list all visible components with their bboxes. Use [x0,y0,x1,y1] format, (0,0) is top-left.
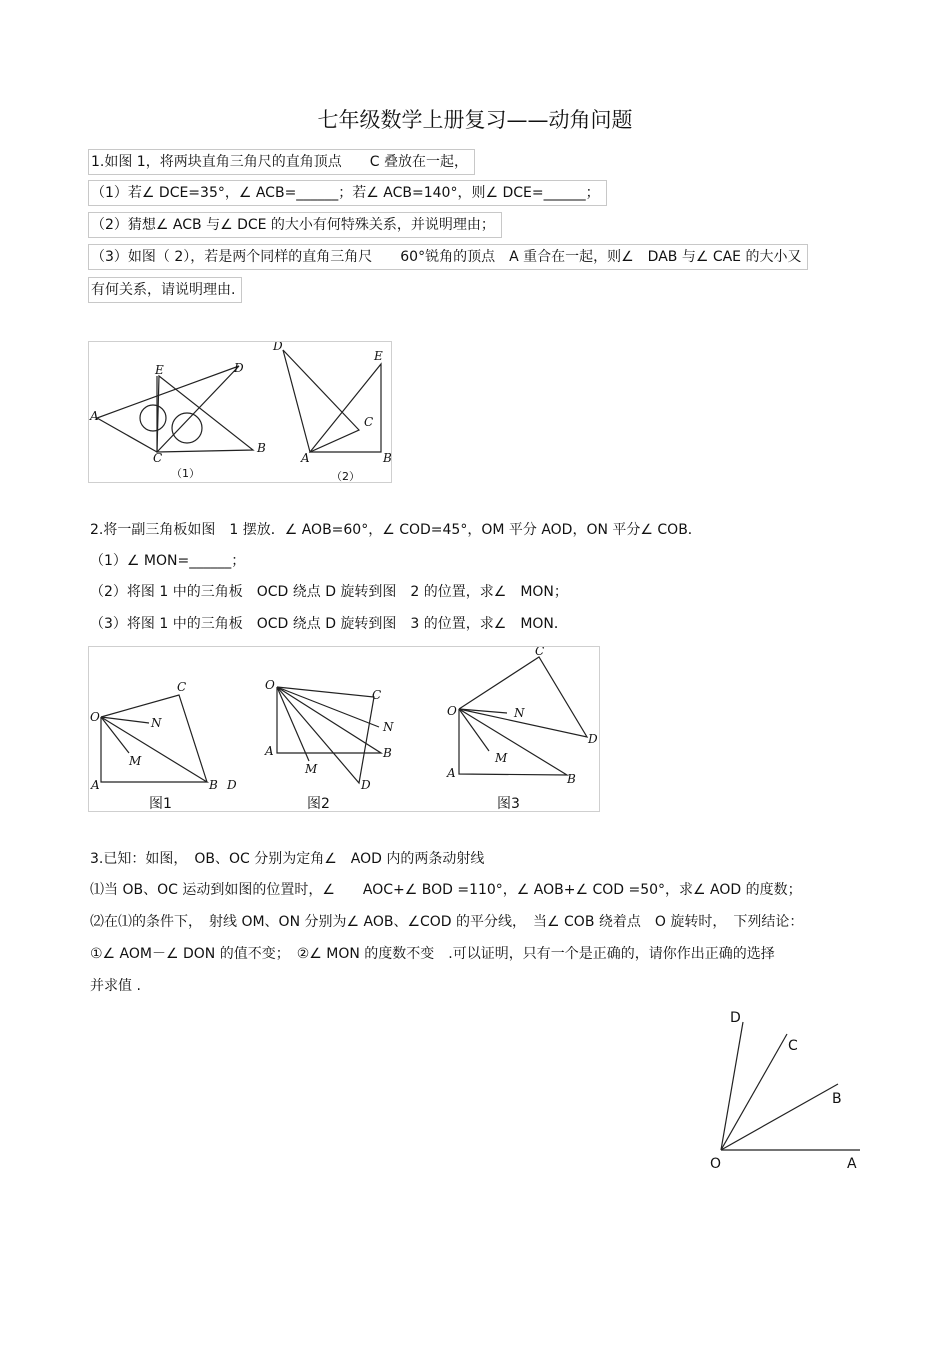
q2-part1: （1）∠ MON=______； [90,553,246,569]
q1-figure-svg [89,342,391,482]
q2-fig1-label-B: B [209,778,218,792]
q3-label-B: B [832,1091,842,1107]
fig2-label-D: D [273,342,283,353]
q3-part3: ①∠ AOM－∠ DON 的值不变； ②∠ MON 的度数不变 .可以证明，只有一个是正确的，请你作出正确的选择 [90,946,775,962]
q1-stem: 1.如图 1，将两块直角三角尺的直角顶点 C 叠放在一起， [88,149,475,175]
q2-fig2-label-D: D [361,778,371,792]
q2-fig2-label-M: M [305,762,318,776]
fig2-label-C: C [364,415,374,429]
q3-part2: ⑵在⑴的条件下， 射线 OM、ON 分别为∠ AOB、∠COD 的平分线， 当∠ COB 绕着点 O 旋转时， 下列结论： [90,914,804,930]
q2-fig3-label-C: C [535,647,545,658]
q2-part3: （3）将图 1 中的三角板 OCD 绕点 D 旋转到图 3 的位置，求∠ MON． [90,616,568,632]
q2-stem: 2.将一副三角板如图 1 摆放．∠ AOB=60°，∠ COD=45°，OM 平分 AOD，ON 平分∠ COB． [90,522,702,538]
q2-fig2-label-C: C [372,688,382,702]
fig2-label-B: B [383,451,391,465]
q3-figure [690,1000,880,1180]
q3-stem: 3.已知：如图， OB、OC 分别为定角∠ AOD 内的两条动射线 [90,851,485,867]
q3-part1: ⑴当 OB、OC 运动到如图的位置时，∠ AOC+∠ BOD =110°，∠ AOB+∠ COD =50°，求∠ AOD 的度数； [90,882,802,898]
q2-fig3-label-A: A [447,766,456,780]
fig1-label-A: A [90,409,99,423]
fig2-label-E: E [374,349,383,363]
q1-part3a: （3）如图（ 2），若是两个同样的直角三角尺 60°锐角的顶点 A 重合在一起，则∠ DAB 与∠ CAE 的大小又 [88,244,808,270]
q2-fig2-label-O: O [265,678,275,692]
q2-fig2-label-A: A [265,744,274,758]
q2-fig2-caption: 图2 [307,796,330,811]
q2-fig3-label-M: M [495,751,508,765]
q1-part3b: 有何关系，请说明理由. [88,277,242,303]
q2-fig2-label-B: B [383,746,392,760]
q2-fig3-label-D: D [588,732,598,746]
q2-fig2-label-N: N [383,720,394,734]
q2-fig3-label-N: N [514,706,525,720]
q3-part4: 并求值 . [90,978,141,994]
q2-fig1-caption: 图1 [149,796,172,811]
q3-label-D: D [730,1010,741,1026]
q1-part1: （1）若∠ DCE=35°，∠ ACB=______；若∠ ACB=140°，则∠ DCE=______； [88,180,607,206]
q3-label-A: A [847,1156,857,1172]
fig2-label-A: A [301,451,310,465]
q2-fig1-label-M: M [129,754,142,768]
q2-fig1-label-D: D [227,778,237,792]
fig2-caption-2: （2） [331,470,360,482]
q2-figure [88,646,600,812]
fig1-label-E: E [155,363,164,377]
q2-fig1-label-O: O [90,710,100,724]
q2-fig1-label-C: C [177,680,187,694]
q2-figure-svg [89,647,599,811]
q2-fig3-caption: 图3 [497,796,520,811]
fig1-label-B: B [257,441,266,455]
fig1-label-D: D [234,361,244,375]
q1-part2: （2）猜想∠ ACB 与∠ DCE 的大小有何特殊关系，并说明理由； [88,212,502,238]
q2-fig3-label-B: B [567,772,576,786]
q2-fig1-label-N: N [151,716,162,730]
q2-part2: （2）将图 1 中的三角板 OCD 绕点 D 旋转到图 2 的位置，求∠ MON； [90,584,568,600]
q1-figure [88,341,392,483]
fig1-label-C: C [153,451,163,465]
q3-label-O: O [710,1156,722,1172]
q3-label-C: C [788,1038,798,1054]
page-title: 七年级数学上册复习——动角问题 [317,108,633,132]
q2-fig3-label-O: O [447,704,457,718]
q2-fig1-label-A: A [91,778,100,792]
fig1-caption-1: （1） [171,467,200,480]
